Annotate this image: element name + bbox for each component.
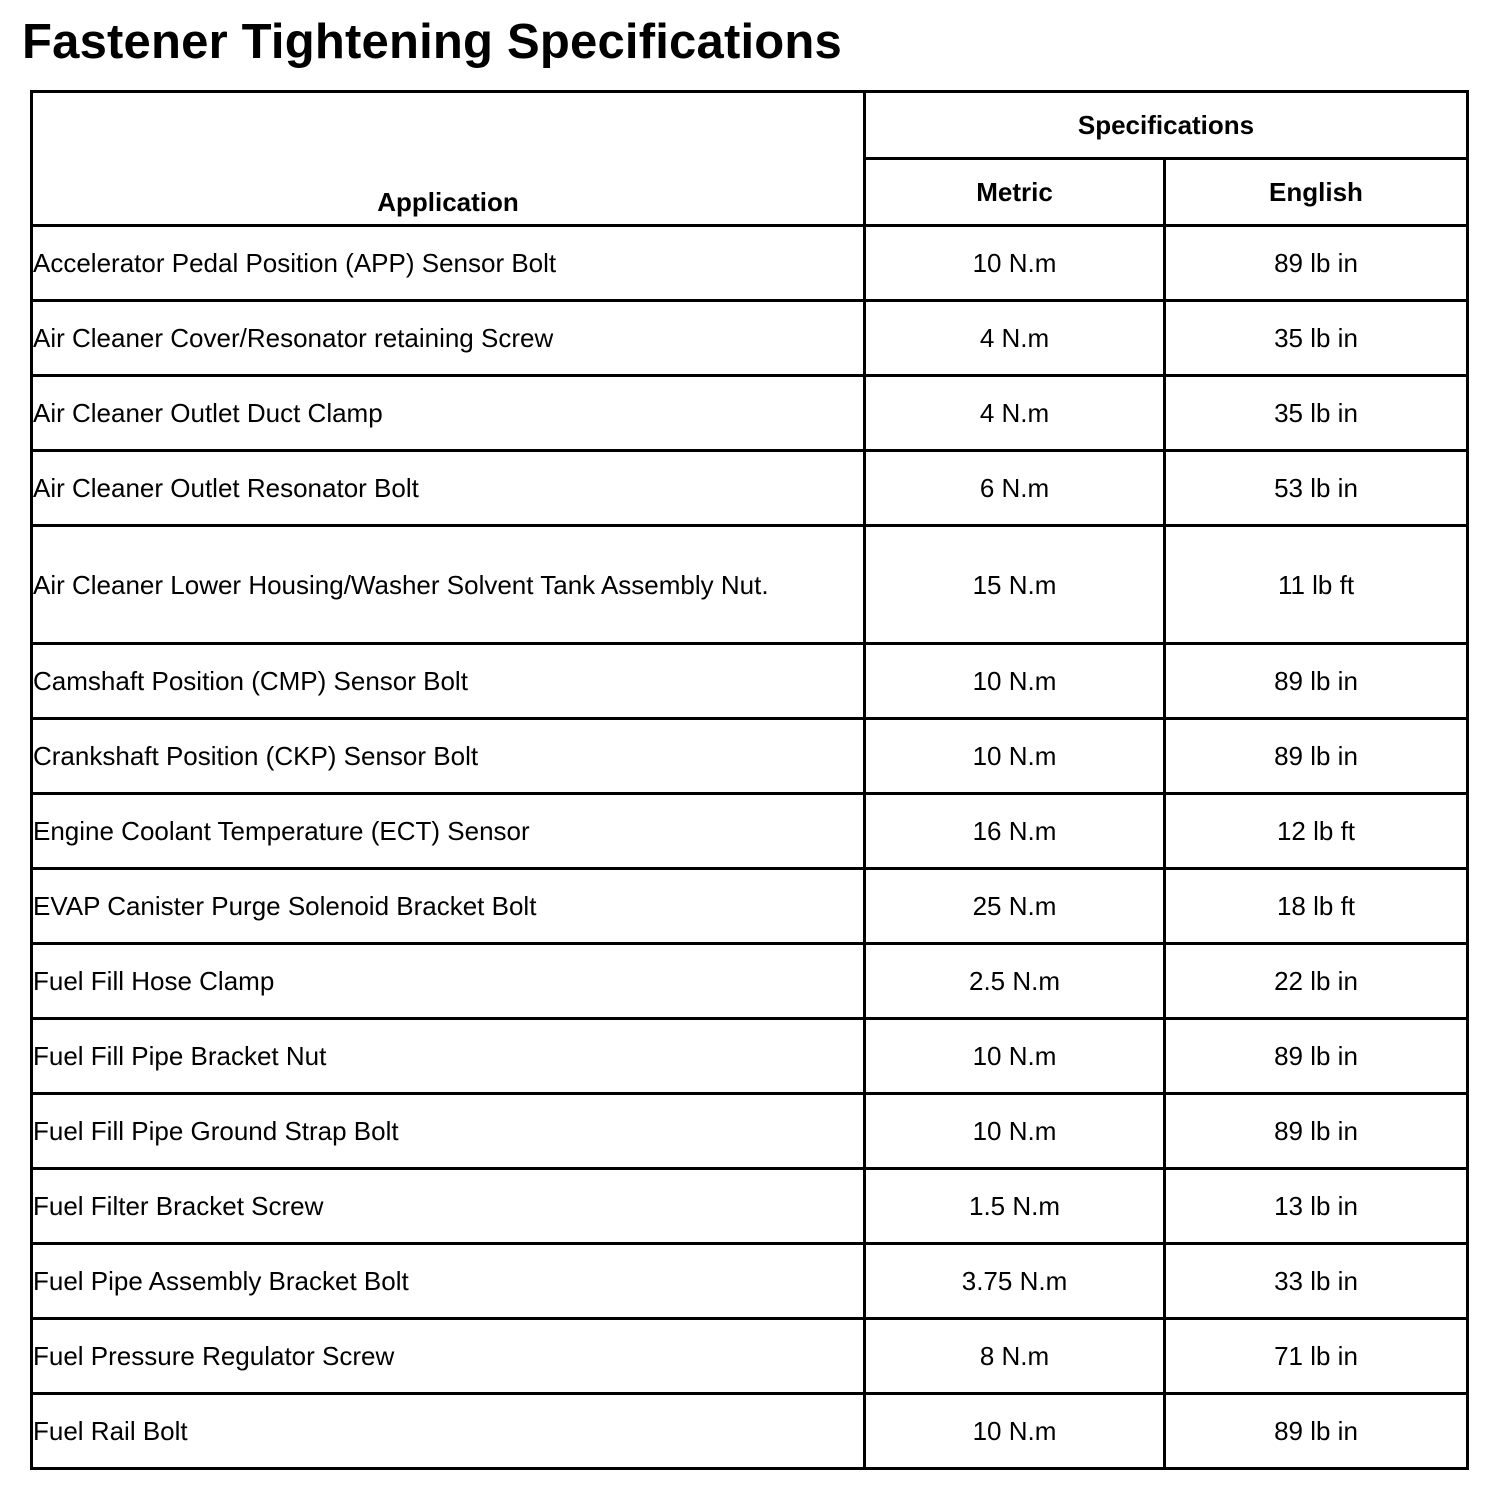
metric-value-cell: 8 N.m (865, 1319, 1165, 1394)
table-row (32, 1169, 1468, 1244)
table-row (32, 301, 1468, 376)
table-row (32, 644, 1468, 719)
metric-value-cell: 15 N.m (865, 526, 1165, 644)
english-value-cell: 89 lb in (1165, 1094, 1468, 1169)
english-value-cell: 35 lb in (1165, 376, 1468, 451)
english-value-cell: 53 lb in (1165, 451, 1468, 526)
english-value-cell: 89 lb in (1165, 644, 1468, 719)
table-body (32, 226, 1468, 1469)
header-row-top (32, 92, 1468, 159)
english-value-cell: 35 lb in (1165, 301, 1468, 376)
table-row (32, 376, 1468, 451)
application-cell: Air Cleaner Outlet Resonator Bolt (32, 451, 865, 526)
application-cell: Fuel Pressure Regulator Screw (32, 1319, 865, 1394)
table-row (32, 1094, 1468, 1169)
fastener-spec-table (30, 90, 1469, 1470)
table-row (32, 944, 1468, 1019)
english-value-cell: 33 lb in (1165, 1244, 1468, 1319)
specifications-column-header: Specifications (865, 92, 1468, 159)
application-cell: Fuel Pipe Assembly Bracket Bolt (32, 1244, 865, 1319)
metric-column-header: Metric (865, 159, 1165, 226)
application-cell: Accelerator Pedal Position (APP) Sensor Bolt (32, 226, 865, 301)
application-cell: Engine Coolant Temperature (ECT) Sensor (32, 794, 865, 869)
metric-value-cell: 10 N.m (865, 226, 1165, 301)
application-column-header: Application (32, 92, 865, 226)
metric-value-cell: 3.75 N.m (865, 1244, 1165, 1319)
english-value-cell: 89 lb in (1165, 226, 1468, 301)
application-cell: EVAP Canister Purge Solenoid Bracket Bolt (32, 869, 865, 944)
application-cell: Camshaft Position (CMP) Sensor Bolt (32, 644, 865, 719)
table-row (32, 794, 1468, 869)
metric-value-cell: 16 N.m (865, 794, 1165, 869)
application-cell: Air Cleaner Outlet Duct Clamp (32, 376, 865, 451)
metric-value-cell: 4 N.m (865, 301, 1165, 376)
english-value-cell: 22 lb in (1165, 944, 1468, 1019)
application-cell: Air Cleaner Cover/Resonator retaining Screw (32, 301, 865, 376)
metric-value-cell: 10 N.m (865, 1019, 1165, 1094)
table-row (32, 719, 1468, 794)
table-row (32, 226, 1468, 301)
application-cell: Fuel Rail Bolt (32, 1394, 865, 1469)
application-cell: Fuel Filter Bracket Screw (32, 1169, 865, 1244)
metric-value-cell: 2.5 N.m (865, 944, 1165, 1019)
english-value-cell: 89 lb in (1165, 1394, 1468, 1469)
table-header (32, 92, 1468, 226)
english-value-cell: 11 lb ft (1165, 526, 1468, 644)
metric-value-cell: 1.5 N.m (865, 1169, 1165, 1244)
metric-value-cell: 4 N.m (865, 376, 1165, 451)
metric-value-cell: 10 N.m (865, 719, 1165, 794)
english-value-cell: 71 lb in (1165, 1319, 1468, 1394)
metric-value-cell: 6 N.m (865, 451, 1165, 526)
english-value-cell: 13 lb in (1165, 1169, 1468, 1244)
table-row (32, 1394, 1468, 1469)
application-cell: Fuel Fill Pipe Ground Strap Bolt (32, 1094, 865, 1169)
application-cell: Fuel Fill Hose Clamp (32, 944, 865, 1019)
english-value-cell: 12 lb ft (1165, 794, 1468, 869)
table-row (32, 869, 1468, 944)
english-value-cell: 18 lb ft (1165, 869, 1468, 944)
english-value-cell: 89 lb in (1165, 1019, 1468, 1094)
application-cell: Air Cleaner Lower Housing/Washer Solvent Tank Assembly Nut. (32, 526, 865, 644)
english-column-header: English (1165, 159, 1468, 226)
metric-value-cell: 10 N.m (865, 644, 1165, 719)
metric-value-cell: 10 N.m (865, 1394, 1165, 1469)
metric-value-cell: 10 N.m (865, 1094, 1165, 1169)
application-cell: Fuel Fill Pipe Bracket Nut (32, 1019, 865, 1094)
table-row (32, 1244, 1468, 1319)
application-cell: Crankshaft Position (CKP) Sensor Bolt (32, 719, 865, 794)
table-row (32, 1019, 1468, 1094)
table-row (32, 1319, 1468, 1394)
table-row (32, 526, 1468, 644)
table-row (32, 451, 1468, 526)
page-title: Fastener Tightening Specifications (22, 15, 842, 69)
metric-value-cell: 25 N.m (865, 869, 1165, 944)
english-value-cell: 89 lb in (1165, 719, 1468, 794)
